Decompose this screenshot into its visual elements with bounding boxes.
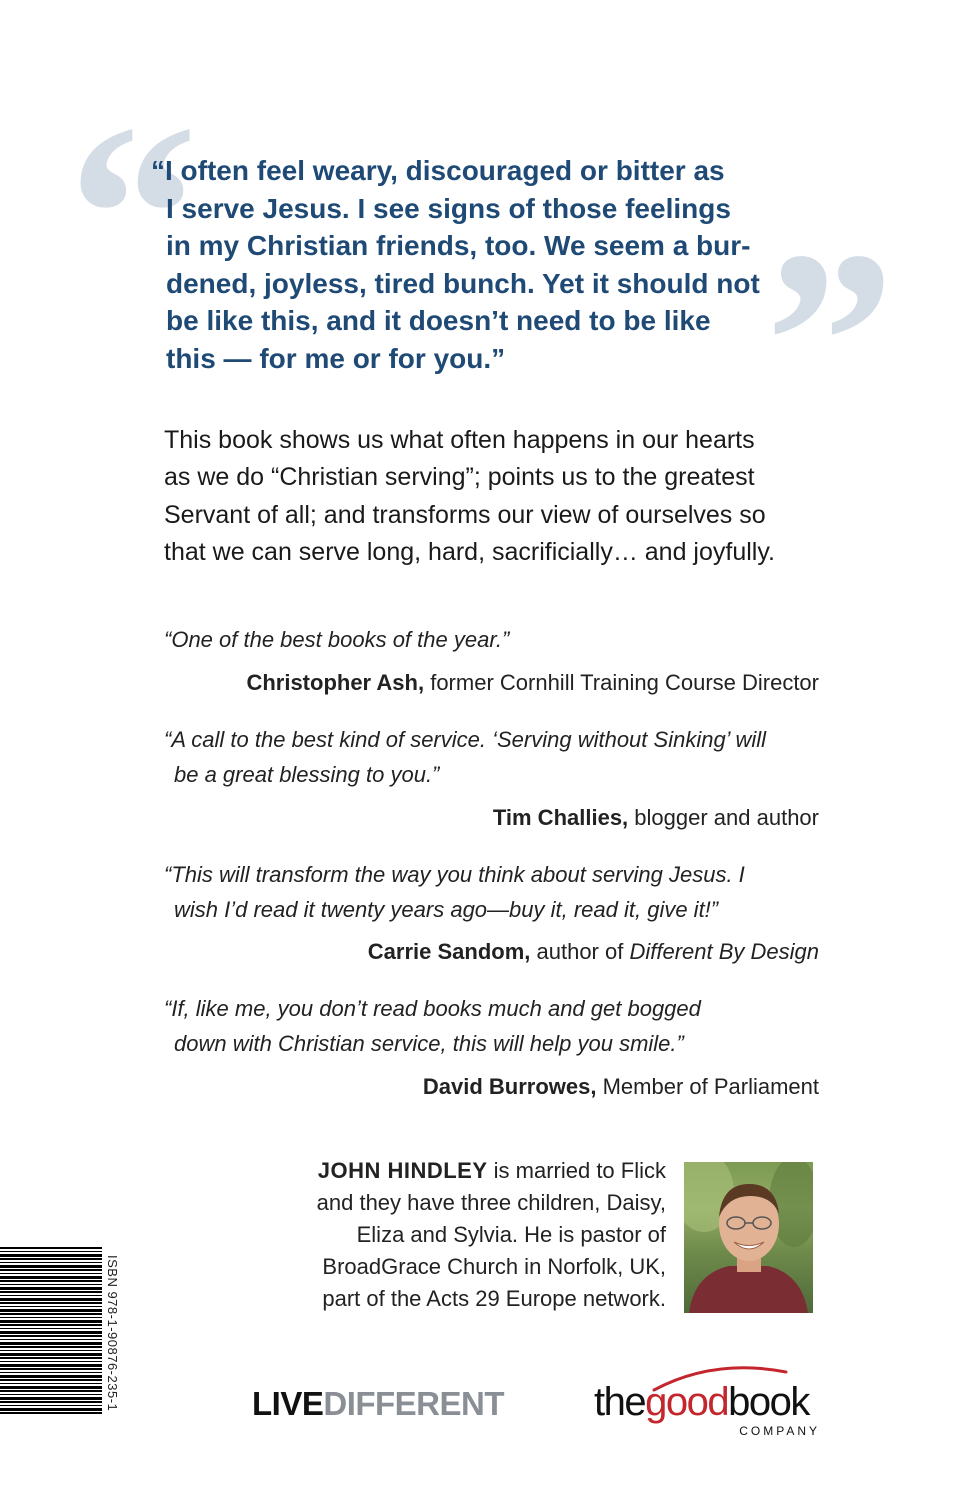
pull-quote-line: “I often feel weary, discouraged or bitter as: [151, 155, 725, 186]
endorsement-quote: [164, 991, 820, 1061]
endorsement-quote-line: be a great blessing to you.”: [174, 762, 440, 787]
bio-line: is married to Flick: [487, 1158, 666, 1183]
endorser-name: Christopher Ash,: [246, 670, 425, 695]
endorsement-quote-line: “This will transform the way you think about serving Jesus. I: [164, 862, 745, 887]
pull-quote-line: this — for me or for you.”: [166, 342, 506, 374]
author-bio: [270, 1155, 666, 1315]
endorser-role: Member of Parliament: [596, 1074, 819, 1099]
endorsement-quote-line: down with Christian service, this will help you smile.”: [174, 1031, 684, 1056]
publisher-word-book: book: [728, 1380, 809, 1424]
publisher-wordmark: [594, 1380, 809, 1425]
endorsement-attribution: [493, 803, 819, 833]
author-photo: [684, 1162, 813, 1313]
blurb-line: as we do “Christian serving”; points us to the greatest: [164, 463, 755, 492]
pull-quote-line: dened, joyless, tired bunch. Yet it should not: [166, 267, 760, 299]
endorsement-attribution: [246, 668, 819, 698]
endorsement-quote-line: “One of the best books of the year.”: [164, 627, 510, 652]
bio-line: and they have three children, Daisy,: [316, 1190, 666, 1215]
bio-line: Eliza and Sylvia. He is pastor of: [356, 1222, 666, 1247]
endorser-role: blogger and author: [628, 805, 819, 830]
publisher-company-label: COMPANY: [739, 1424, 820, 1438]
live-different-logo: [252, 1385, 504, 1423]
endorser-role: former Cornhill Training Course Director: [424, 670, 819, 695]
endorsement-quote-line: “If, like me, you don’t read books much and get bogged: [164, 996, 701, 1021]
endorser-name: Carrie Sandom,: [367, 939, 531, 964]
endorsement-quote-line: wish I’d read it twenty years ago—buy it, read it, give it!”: [174, 897, 719, 922]
endorsement-attribution: [423, 1072, 819, 1102]
publisher-word-good: good: [645, 1380, 729, 1424]
blurb-line: Servant of all; and transforms our view of ourselves so: [164, 500, 766, 529]
bio-line: BroadGrace Church in Norfolk, UK,: [322, 1254, 666, 1279]
endorser-name: David Burrowes,: [422, 1074, 597, 1099]
endorser-book-title: Different By Design: [629, 939, 819, 964]
pull-quote-line: I serve Jesus. I see signs of those feelings: [166, 192, 731, 224]
endorsement-quote: [164, 857, 820, 927]
endorsement-quote: [164, 622, 820, 657]
barcode: [0, 1247, 102, 1415]
close-quote-mark: ”: [765, 198, 895, 486]
blurb-line: that we can serve long, hard, sacrificially… and joyfully.: [164, 538, 775, 567]
endorsement-quote: [164, 722, 820, 792]
pull-quote-line: in my Christian friends, too. We seem a bur-: [166, 230, 751, 261]
bio-line: part of the Acts 29 Europe network.: [322, 1286, 666, 1311]
endorsement-quote-line: “A call to the best kind of service. ‘Serving without Sinking’ will: [164, 727, 767, 752]
endorser-name: Tim Challies,: [492, 805, 629, 830]
pull-quote: [151, 152, 817, 377]
pull-quote-line: be like this, and it doesn’t need to be like: [166, 305, 711, 336]
book-blurb: [164, 422, 820, 572]
endorsement-attribution: [368, 937, 819, 967]
author-portrait-icon: [684, 1162, 813, 1313]
series-logo-part: LIVE: [252, 1385, 324, 1422]
series-logo-part: DIFFERENT: [323, 1385, 505, 1422]
publisher-word-the: the: [594, 1380, 646, 1424]
publisher-logo: [594, 1362, 822, 1440]
open-quote-mark: “: [68, 71, 198, 359]
isbn-number: ISBN 978-1-90876-235-1: [105, 1255, 120, 1412]
endorser-role: author of: [530, 939, 630, 964]
author-name: JOHN HINDLEY: [317, 1158, 488, 1183]
blurb-line: This book shows us what often happens in our hearts: [164, 426, 755, 454]
